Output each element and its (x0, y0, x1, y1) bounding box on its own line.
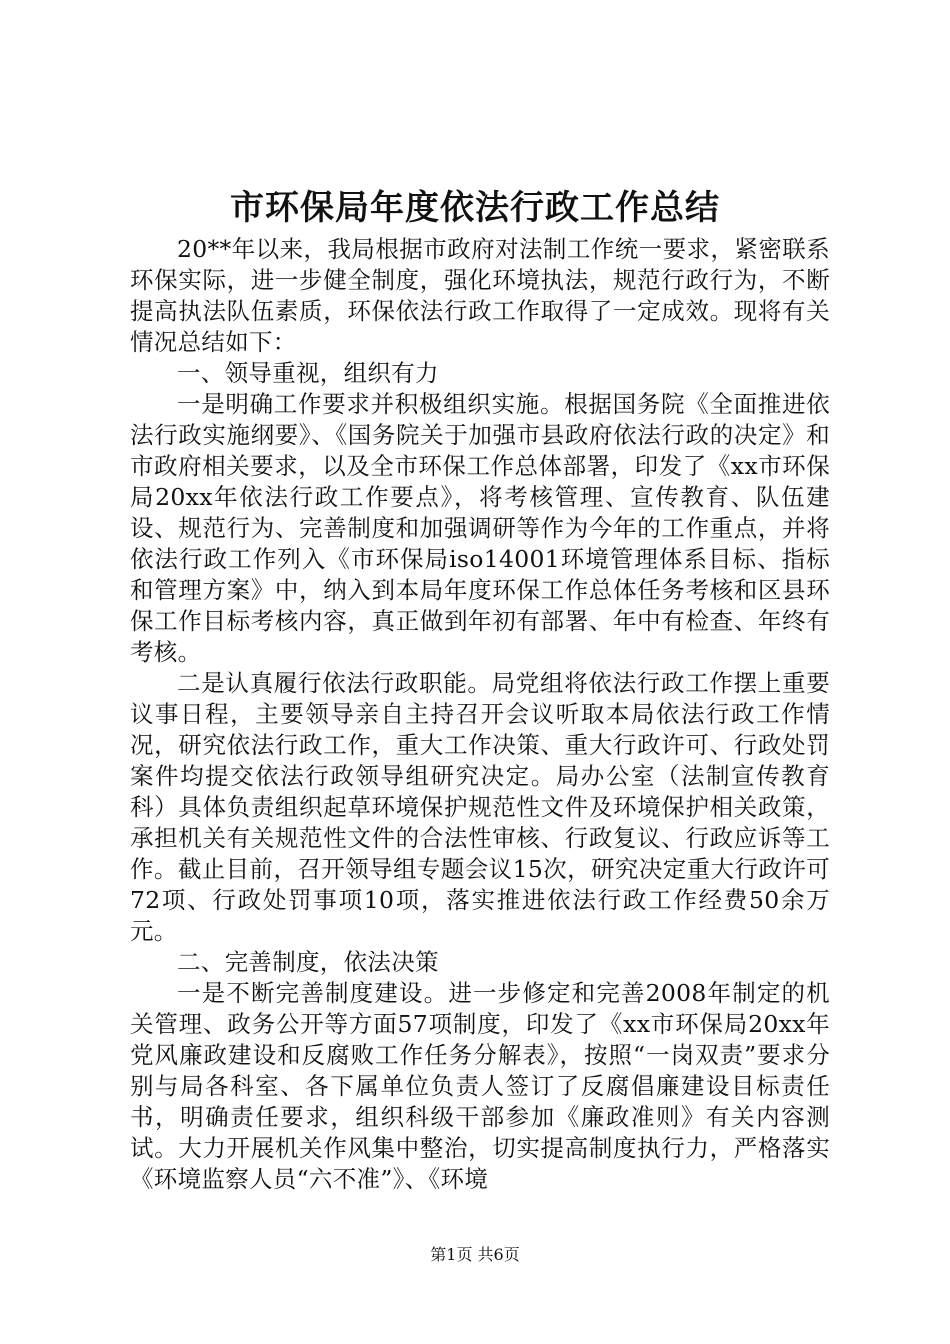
page-number-footer: 第1页 共6页 (430, 1245, 520, 1264)
section-heading-1: 一、领导重视，组织有力 (177, 359, 439, 387)
page-title: 市环保局年度依法行政工作总结 (230, 188, 720, 228)
body-paragraph: 二是认真履行依法行政职能。局党组将依法行政工作摆上重要议事日程，主要领导亲自主持召开会议听取本局依法行政工作情况，研究依法行政工作，重大工作决策、重大行政许可、行政处罚案件均提交依法行政领导组研究决定。局办公室（法制宣传教育科）具体负责组织起草环境保护规范性文件及环境保护相关政策，承担机关有关规范性文件的合法性审核、行政复议、行政应诉等工作。截止目前，召开领导组专题会议15次，研究决定重大行政许可72项、行政处罚事项10项，落实推进依法行政工作经费50余万元。 (130, 669, 830, 945)
body-paragraph: 一是不断完善制度建设。进一步修定和完善2008年制定的机关管理、政务公开等方面57项制度，印发了《xx市环保局20xx年党风廉政建设和反腐败工作任务分解表》，按照“一岗双责”要求分别与局各科室、各下属单位负责人签订了反腐倡廉建设目标责任书，明确责任要求，组织科级干部参加《廉政准则》有关内容测试。大力开展机关作风集中整治，切实提高制度执行力，严格落实《环境监察人员“六不准”》、《环境 (130, 979, 830, 1193)
document-body (130, 234, 830, 1195)
intro-paragraph: 20**年以来，我局根据市政府对法制工作统一要求，紧密联系环保实际，进一步健全制度，强化环境执法，规范行政行为，不断提高执法队伍素质，环保依法行政工作取得了一定成效。现将有关情况总结如下： (130, 235, 830, 356)
body-paragraph: 一是明确工作要求并积极组织实施。根据国务院《全面推进依法行政实施纲要》、《国务院关于加强市县政府依法行政的决定》和市政府相关要求，以及全市环保工作总体部署，印发了《xx市环保局20xx年依法行政工作要点》，将考核管理、宣传教育、队伍建设、规范行为、完善制度和加强调研等作为今年的工作重点，并将依法行政工作列入《市环保局iso14001环境管理体系目标、指标和管理方案》中，纳入到本局年度环保工作总体任务考核和区县环保工作目标考核内容，真正做到年初有部署、年中有检查、年终有考核。 (130, 390, 830, 666)
section-heading-2: 二、完善制度，依法决策 (177, 948, 439, 976)
